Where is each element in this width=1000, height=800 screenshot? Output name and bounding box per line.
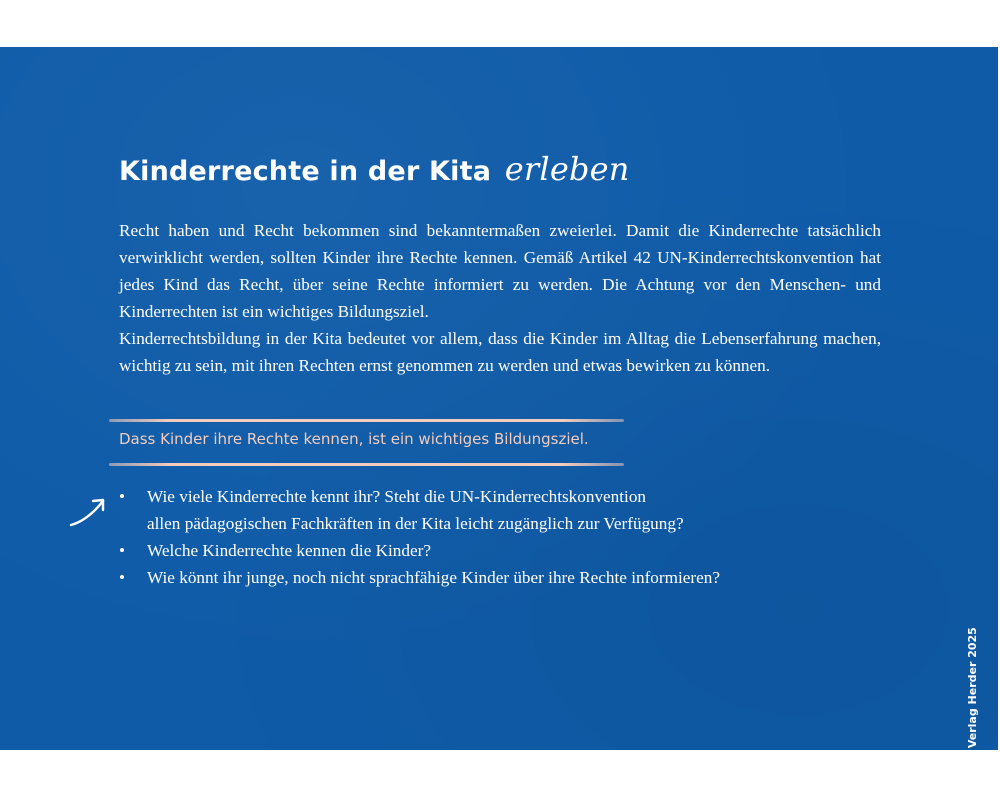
title-accent: erleben [504,150,630,188]
question-text: allen pädagogischen Fachkräften in der Kita leicht zugänglich zur Verfügung? [147,514,684,533]
bullet: • [119,541,126,560]
question-text: Wie viele Kinderrechte kennt ihr? Steht die UN-Kinderrechtskonvention [147,487,647,506]
highlight-rule-bottom [109,463,624,466]
copyright-credit: © Verlag Herder 2025 [966,627,979,763]
bullet: • [119,487,126,506]
list-item [119,483,720,537]
bullet: • [119,568,126,587]
question-text: Welche Kinderrechte kennen die Kinder? [147,541,431,560]
highlight-rule-top [109,419,624,422]
highlight-quote: Dass Kinder ihre Rechte kennen, ist ein wichtiges Bildungsziel. [119,430,589,448]
body-paragraph-1: Recht haben und Recht bekommen sind bekanntermaßen zweierlei. Damit die Kinderrechte tatsächlich verwirklicht werden, sollten Kinder ihre Rechte kennen. Gemäß Artikel 42 UN-Kinderrechtskonvention hat jedes Kind das Recht, über seine Rechte informiert zu werden. Die Achtung vor den Menschen- und Kinderrechten ist ein wichtiges Bildungsziel. [119,221,881,321]
page-title [119,150,630,188]
body-text [119,217,881,379]
question-list [119,483,720,591]
body-paragraph-2: Kinderrechtsbildung in der Kita bedeutet vor allem, dass die Kinder im Alltag die Lebenserfahrung machen, wichtig zu sein, mit ihren Rechten ernst genommen zu werden und etwas bewirken zu können. [119,329,881,375]
question-text: Wie könnt ihr junge, noch nicht sprachfähige Kinder über ihre Rechte informieren? [147,568,720,587]
list-item [119,564,720,591]
list-item [119,537,720,564]
title-main: Kinderrechte in der Kita [119,156,492,187]
arrow-icon [68,495,110,529]
info-card [0,47,998,763]
